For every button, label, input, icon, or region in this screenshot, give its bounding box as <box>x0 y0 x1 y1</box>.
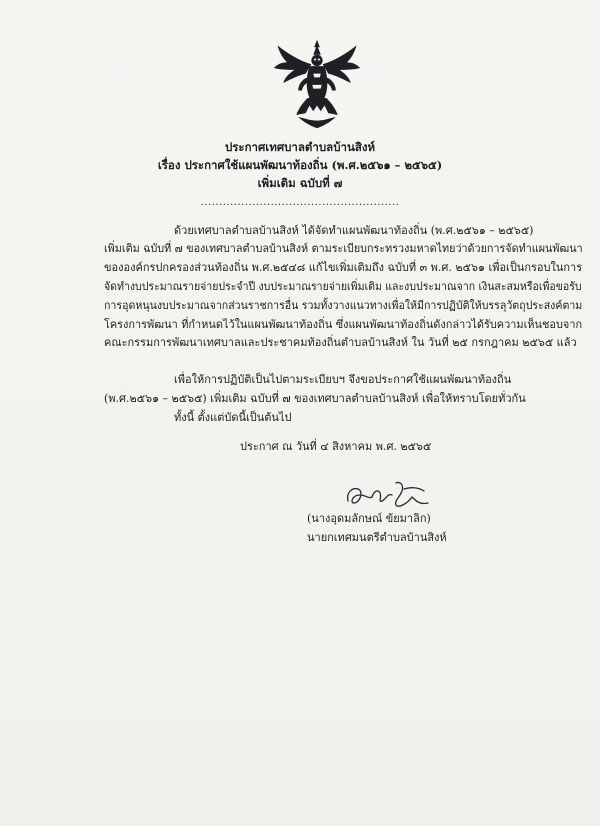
announcement-title: ประกาศเทศบาลตำบลบ้านสิงห์ <box>224 140 376 154</box>
body-line: การอุดหนุนงบประมาณจากส่วนราชการอื่น รวมทั้งวางแนวทางเพื่อให้มีการปฏิบัติให้บรรลุวัตถุประสงค์ตาม <box>104 299 583 312</box>
announcement-subject: เรื่อง ประกาศใช้แผนพัฒนาท้องถิ่น (พ.ศ.๒๕๖๑ – ๒๕๖๕) <box>157 158 443 172</box>
body-line: คณะกรรมการพัฒนาเทศบาลและประชาคมท้องถิ่นตำบลบ้านสิงห์ ใน วันที่ ๒๕ กรกฎาคม ๒๕๖๕ แล้ว <box>104 336 577 349</box>
signatory-title: นายกเทศมนตรีตำบลบ้านสิงห์ <box>307 531 447 544</box>
body-line: โครงการพัฒนา ที่กำหนดไว้ในแผนพัฒนาท้องถิ่น ซึ่งแผนพัฒนาท้องถิ่นดังกล่าวได้รับความเห็นชอบจาก <box>104 318 583 331</box>
signature-icon <box>338 475 438 515</box>
signatory-name: (นางอุดมลักษณ์ ข้ยมาลิก) <box>307 512 431 525</box>
body-line: ขององค์กรปกครองส่วนท้องถิ่น พ.ศ.๒๕๔๘ แก้ไขเพิ่มเติมถึง ฉบับที่ ๓ พ.ศ. ๒๕๖๑ เพื่อเป็นกรอบในการ <box>104 261 583 274</box>
body-line: เพิ่มเติม ฉบับที่ ๗ ของเทศบาลตำบลบ้านสิงห์ ตามระเบียบกระทรวงมหาดไทยว่าด้วยการจัดทำแผนพัฒนา <box>104 242 583 255</box>
body-line: จัดทำงบประมาณรายจ่ายประจำปี งบประมาณรายจ่ายเพิ่มเติม และงบประมาณจาก เงินสะสมหรือเพื่อขอรับ <box>104 280 582 293</box>
garuda-emblem-icon <box>270 36 364 130</box>
effective-clause: ทั้งนี้ ตั้งแต่บัดนี้เป็นต้นไป <box>174 411 292 424</box>
body-line: ด้วยเทศบาลตำบลบ้านสิงห์ ได้จัดทำแผนพัฒนาท้องถิ่น (พ.ศ.๒๕๖๑ – ๒๕๖๕) <box>174 224 534 237</box>
body-line: (พ.ศ.๒๕๖๑ – ๒๕๖๕) เพิ่มเติม ฉบับที่ ๗ ของเทศบาลตำบลบ้านสิงห์ เพื่อให้ทราบโดยทั่วกัน <box>104 392 526 405</box>
body-line: เพื่อให้การปฏิบัติเป็นไปตามระเบียบฯ จึงขอประกาศใช้แผนพัฒนาท้องถิ่น <box>174 373 512 386</box>
announcement-edition: เพิ่มเติม ฉบับที่ ๗ <box>257 176 343 190</box>
header-divider: ...................................................... <box>200 197 400 208</box>
announcement-date: ประกาศ ณ วันที่ ๔ สิงหาคม พ.ศ. ๒๕๖๕ <box>240 440 432 453</box>
